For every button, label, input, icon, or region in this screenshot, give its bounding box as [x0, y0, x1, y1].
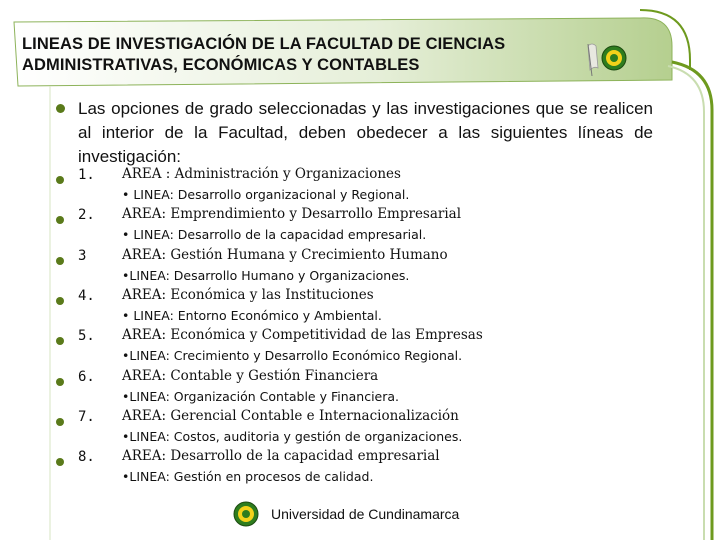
title-line-1: LINEAS DE INVESTIGACIÓN DE LA FACULTAD DE CIENCIAS: [22, 35, 506, 53]
intro-text: Las opciones de grado seleccionadas y las investigaciones que se realicen al interior de la Facultad, deben obedecer a las siguientes líneas de investigación:: [78, 99, 653, 166]
item-number: 7.: [78, 409, 95, 425]
list-bullet: [56, 337, 64, 345]
item-number: 5.: [78, 328, 95, 344]
area-title: AREA: Económica y las Instituciones: [122, 287, 374, 303]
research-line: • LINEA: Entorno Económico y Ambiental.: [122, 308, 382, 323]
research-line: •LINEA: Organización Contable y Financiera.: [122, 389, 400, 404]
item-number: 4.: [78, 288, 95, 304]
list-bullet: [56, 176, 64, 184]
area-title: AREA: Gerencial Contable e Internacionalización: [122, 408, 459, 424]
footer-university-name: Universidad de Cundinamarca: [271, 506, 460, 522]
title-line-2: ADMINISTRATIVAS, ECONÓMICAS Y CONTABLES: [22, 56, 420, 74]
item-number: 6.: [78, 369, 95, 385]
area-title: AREA: Gestión Humana y Crecimiento Humano: [122, 247, 448, 263]
list-bullet: [56, 378, 64, 386]
list-bullet: [56, 216, 64, 224]
research-line: •LINEA: Costos, auditoria y gestión de organizaciones.: [122, 429, 463, 444]
university-seal-icon: [586, 40, 630, 80]
page-title: [22, 34, 505, 76]
list-bullet: [56, 297, 64, 305]
research-line: • LINEA: Desarrollo organizacional y Regional.: [122, 187, 410, 202]
item-number: 1.: [78, 167, 95, 183]
research-line: • LINEA: Desarrollo de la capacidad empresarial.: [122, 227, 427, 242]
research-line: •LINEA: Crecimiento y Desarrollo Económico Regional.: [122, 348, 463, 363]
area-title: AREA: Económica y Competitividad de las Empresas: [122, 327, 483, 343]
item-number: 2.: [78, 207, 95, 223]
area-title: AREA: Contable y Gestión Financiera: [122, 368, 379, 384]
list-bullet: [56, 418, 64, 426]
area-title: AREA: Emprendimiento y Desarrollo Empresarial: [122, 206, 462, 222]
item-number: 8.: [78, 449, 95, 465]
research-line: •LINEA: Desarrollo Humano y Organizaciones.: [122, 268, 410, 283]
list-bullet: [56, 458, 64, 466]
area-title: AREA : Administración y Organizaciones: [122, 166, 401, 182]
item-number: 3: [78, 248, 87, 264]
area-title: AREA: Desarrollo de la capacidad empresarial: [122, 448, 440, 464]
university-logo-icon: [232, 498, 260, 530]
intro-bullet: [56, 104, 65, 113]
list-bullet: [56, 257, 64, 265]
research-line: •LINEA: Gestión en procesos de calidad.: [122, 469, 374, 484]
